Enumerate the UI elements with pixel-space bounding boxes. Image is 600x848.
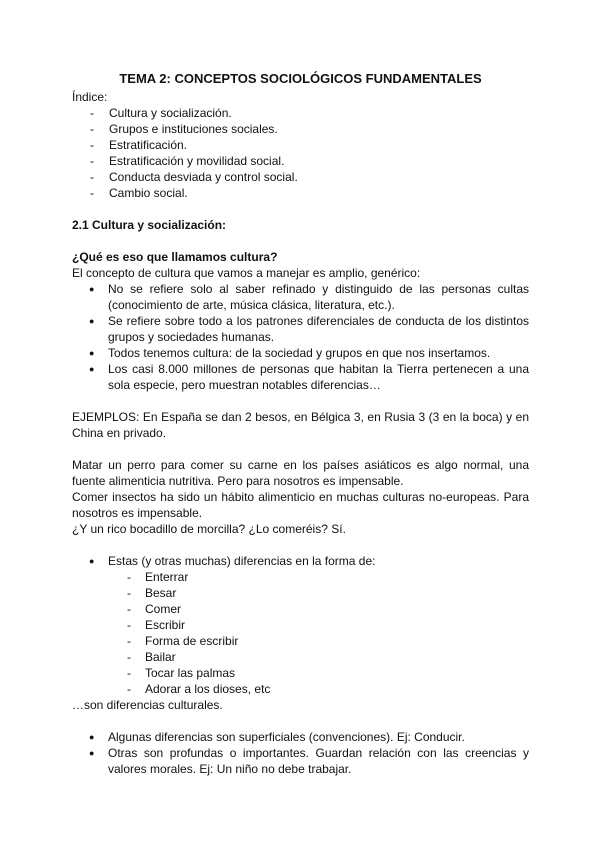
intro-paragraph: El concepto de cultura que vamos a manejar es amplio, genérico: [72, 266, 421, 280]
index-item: - Conducta desviada y control social. [72, 169, 529, 185]
document-title: TEMA 2: CONCEPTOS SOCIOLÓGICOS FUNDAMENTALES [119, 71, 482, 86]
examples-paragraph: EJEMPLOS: En España se dan 2 besos, en Bélgica 3, en Rusia 3 (3 en la boca) y en China en privado. [72, 410, 529, 440]
dog-paragraph: Matar un perro para comer su carne en los países asiáticos es algo normal, una fuente alimenticia nutritiva. Pero para nosotros es impensable. [72, 458, 529, 488]
difference-item: - Tocar las palmas [72, 665, 529, 681]
bullet-item: ● Otras son profundas o importantes. Guardan relación con las creencias y valores morales. Ej: Un niño no debe trabajar. [72, 745, 529, 777]
document-content [72, 71, 529, 777]
index-item: - Cambio social. [72, 185, 529, 201]
difference-item: - Enterrar [72, 569, 529, 585]
index-list [72, 105, 529, 201]
difference-item: - Forma de escribir [72, 633, 529, 649]
morcilla-paragraph: ¿Y un rico bocadillo de morcilla? ¿Lo comeréis? Sí. [72, 522, 346, 536]
difference-item: - Besar [72, 585, 529, 601]
insects-paragraph: Comer insectos ha sido un hábito alimenticio en muchas culturas no-europeas. Para nosotros es impensable. [72, 490, 529, 520]
differences-list [72, 569, 529, 697]
bullet-item: ● Los casi 8.000 millones de personas que habitan la Tierra pertenecen a una sola especie, pero muestran notables diferencias… [72, 361, 529, 393]
index-item: - Cultura y socialización. [72, 105, 529, 121]
index-item: - Estratificación. [72, 137, 529, 153]
bullet-item: ● Algunas diferencias son superficiales (convenciones). Ej: Conducir. [72, 729, 529, 745]
question-heading: ¿Qué es eso que llamamos cultura? [72, 250, 278, 264]
bullet-item: ● No se refiere solo al saber refinado y distinguido de las personas cultas (conocimiento de arte, música clásica, literatura, etc.). [72, 281, 529, 313]
index-item: - Grupos e instituciones sociales. [72, 121, 529, 137]
bullet-item: ● Todos tenemos cultura: de la sociedad y grupos en que nos insertamos. [72, 345, 529, 361]
section-heading: 2.1 Cultura y socialización: [72, 218, 227, 232]
difference-item: - Comer [72, 601, 529, 617]
final-bullet-list [72, 729, 529, 777]
difference-item: - Adorar a los dioses, etc [72, 681, 529, 697]
bullet-item: ● Estas (y otras muchas) diferencias en la forma de: [72, 553, 529, 569]
bullet-item: ● Se refiere sobre todo a los patrones diferenciales de conducta de los distintos grupos y sociedades humanas. [72, 313, 529, 345]
index-item: - Estratificación y movilidad social. [72, 153, 529, 169]
difference-item: - Escribir [72, 617, 529, 633]
differences-bullet-list [72, 553, 529, 569]
differences-conclusion: …son diferencias culturales. [72, 698, 223, 712]
difference-item: - Bailar [72, 649, 529, 665]
index-label: Índice: [72, 90, 108, 104]
culture-bullet-list [72, 281, 529, 393]
